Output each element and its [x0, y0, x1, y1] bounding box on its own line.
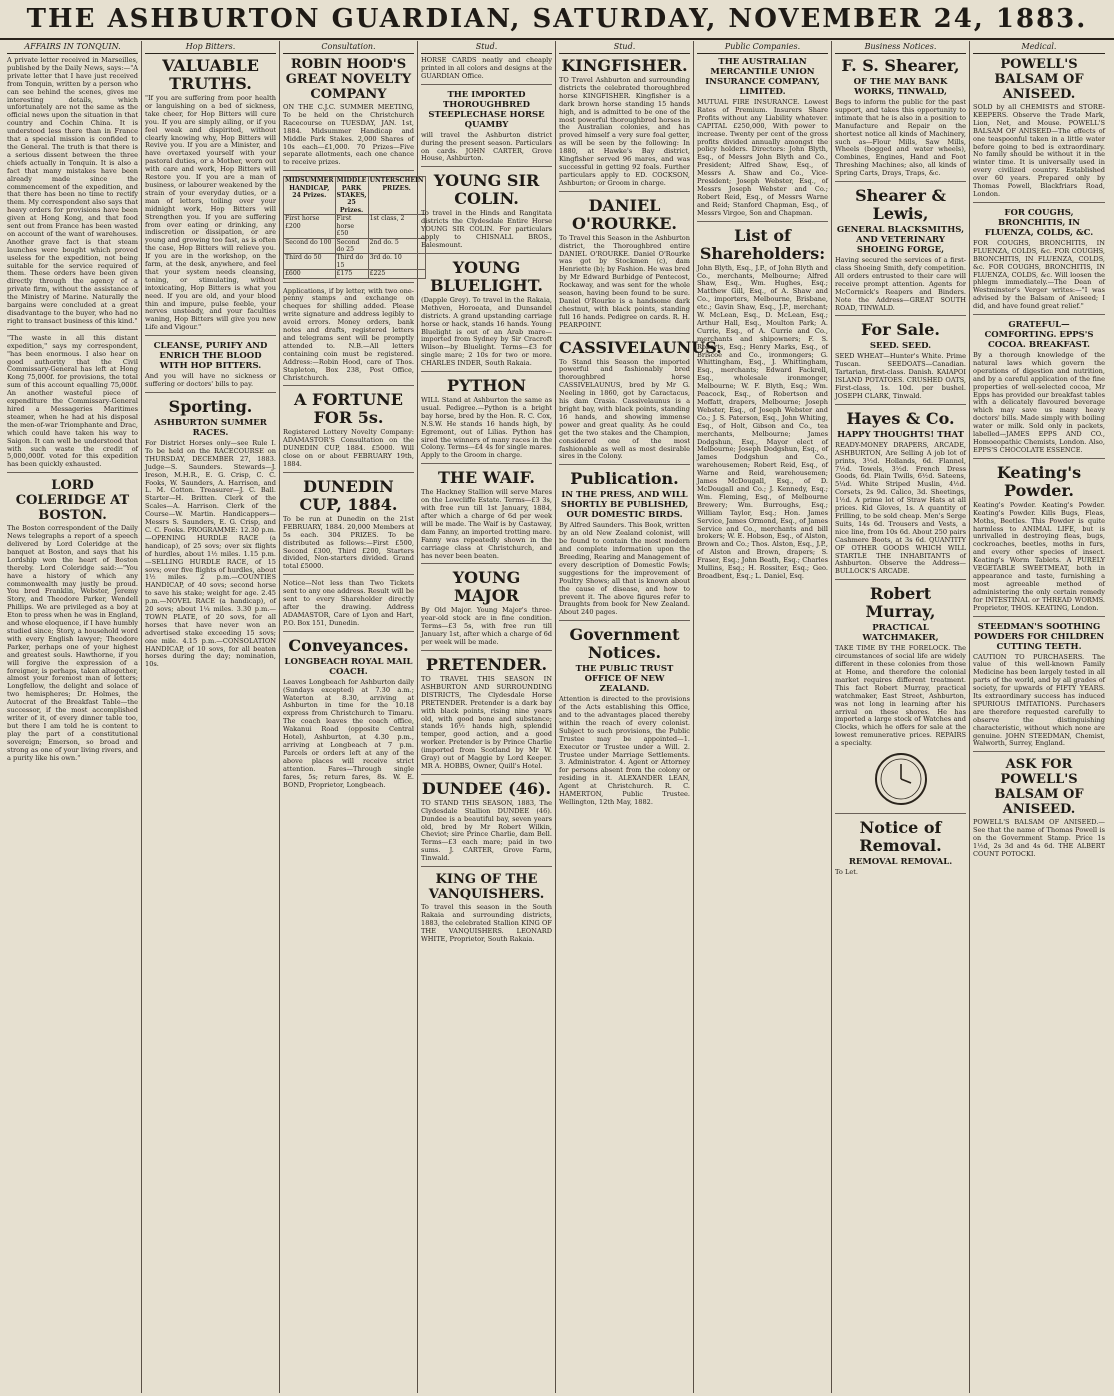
table-header: MIDSUMMER HANDICAP, 24 Prizes. — [284, 177, 336, 215]
item-body: Begs to inform the public for the past support, and takes this opportunity to intimate that he is also in a position to Manufacture and Repair on the shortest notice all kinds of Machinery, such as—Flour Mills, Saw Mills, Wheels (bogged and water wheels), Combines, Engines, Hand and Foot Threshing Machines; also, all kinds of Spring Carts, Drays, Traps, &c. — [835, 98, 966, 178]
advertisement — [835, 321, 966, 404]
item-heading: DUNEDIN CUP, 1884. — [299, 476, 398, 514]
advertisement — [973, 208, 1105, 315]
item-body: The Hackney Stallion will serve Mares on the Lowcliffe Estate. Terms—£3 3s, with free run till 1st January, 1884, after which a charge of 6d per week will be made. The Waif is by Castaway, dam Fanny, an imported trotting mare. Fanny was repeatedly shown in the carriage class at Christchurch, and has never been beaten. — [421, 488, 552, 560]
advertisement — [145, 398, 276, 672]
column-5 — [556, 41, 722, 1393]
table-cell: £225 — [368, 270, 425, 278]
column-8 — [970, 41, 1108, 1393]
item-heading: STEEDMAN'S SOOTHING POWDERS FOR CHILDREN CUTTING TEETH. — [973, 621, 1105, 652]
item-subheading: ASHBURTON SUMMER RACES. — [154, 418, 267, 438]
advertisement — [559, 57, 690, 192]
table-header: UNTERSCHEIN PRIZES. — [368, 177, 425, 215]
item-heading: FOR COUGHS, BRONCHITIS, IN FLUENZA, COLDS, &C. — [984, 207, 1094, 238]
item-body: TO STAND THIS SEASON, 1883, The Clydesdale Stallion DUNDEE (46). Dundee is a beautiful bay, seven years old, bred by Mr Robert Wilkin, Cheviot; sire Prince Charlie, dam Bell. Terms—£3 each mare; paid in two sums. J. CARTER, Grove Farm, Tinwald. — [421, 798, 552, 863]
item-body: READY-MONEY DRAPERS, ARCADE, ASHBURTON, Are Selling A job lot of prints, 3½d. Hollands, 6d. Flannel, 7½d. Towels, 3½d. French Dress Goods, 6d. Plain Twills, 6½d. Sateens, 5¼d. White Striped Muslin, 4½d. Corsets, 2s 9d. Calico, 3d. Sheetings, 1½d. A prime lot of Straw Hats at all prices. Kid Gloves, 1s. A quantity of Frilling, to be sold cheap. Men's Serge Suits, 14s 6d. Trousers and Vests, a nice line, from 10s 6d. About 250 pairs Cashmere Boots, at 3s 6d. QUANTITY OF OTHER GOODS WHICH WILL STARTLE THE INHABITANTS of Ashburton. Observe the Address—BULLOCK'S ARCADE. — [835, 440, 966, 576]
table-cell: Second do 25 — [335, 238, 368, 254]
advertisement — [421, 90, 552, 168]
advertisement — [835, 57, 966, 182]
item-heading: VALUABLE TRUTHS. — [162, 56, 259, 93]
item-body: TO Travel Ashburton and surrounding districts the celebrated thoroughbred horse KINGFISHER. Kingfisher is a dark brown horse standing 15 hands high, and is admitted to be one of the most powerful thoroughbred horses in the Australian colonies, and has proved himself a very sure foal getter, as will be seen by the following: In 1880, at Hawke's Bay district, Kingfisher served 96 mares, and was successful in getting 92 foals. Further particulars apply to ED. COCKSON, Ashburton; or Groom in charge. — [559, 76, 690, 187]
column-header: AFFAIRS IN TONQUIN. — [7, 41, 138, 54]
item-body: Leaves Longbeach for Ashburton daily (Sundays excepted) at 7.30 a.m.; Waterton at 8.30, arriving at Ashburton in time for the 10.18 express from Christchurch to Timaru. The coach leaves the coach office, Wakanui Road (opposite Central Hotel), Ashburton, at 4.30 p.m., arriving at Longbeach at 7 p.m. Parcels or orders left at any of the above places will receive strict attention. Fares—Through single fares, 5s; return fares, 8s. W. E. BOND, Proprietor, Longbeach. — [283, 677, 414, 789]
item-heading: For Sale. — [861, 320, 940, 340]
item-heading: CLEANSE, PURIFY AND ENRICH THE BLOOD WITH HOP BITTERS. — [153, 341, 268, 372]
advertisement — [421, 469, 552, 564]
table-cell: First horse £50 — [335, 215, 368, 238]
item-body: ON THE C.J.C. SUMMER MEETING, To be held on the Christchurch Racecourse on TUESDAY, JAN. 1st, 1884. Midsummer Handicap and Middle Park Stakes. 2,000 Shares of 10s each—£1,000. 70 Prizes—Five separate allotments, each one chance to receive prizes. — [283, 103, 414, 167]
item-body: To travel in the Hinds and Rangitata districts the Clydesdale Entire Horse YOUNG SIR COLIN. For particulars apply to CHISNALL BROS., Ealesmount. — [421, 209, 552, 249]
column-header: Public Companies. — [697, 41, 828, 54]
item-heading: YOUNG BLUELIGHT. — [430, 257, 543, 295]
table-row — [284, 215, 426, 238]
item-subheading: HAPPY THOUGHTS! THAT — [837, 429, 964, 440]
advertisement — [697, 227, 828, 584]
item-body: CAUTION TO PURCHASERS. The value of this well-known Family Medicine has been largely tested in all parts of the world, and by all grades of society, for upwards of FIFTY YEARS. Its extraordinary success has induced SPURIOUS IMITATIONS. Purchasers are therefore requested carefully to observe the distinguishing characteristic, without which none are genuine. JOHN STEEDMAN, Chemist, Walworth, Surrey, England. — [973, 652, 1105, 748]
item-body: John Blyth, Esq., J.P., of John Blyth and Co., merchants, Melbourne; Alfred Shaw, Esq., Wm. Hughes, Esq.; Matthew Gill, Esq., of A. Shaw and Co., importers, Melbourne, Brisbane, etc.; Gavin Shaw, Esq., J.P., merchant; W. McLean, Esq., D. McLean, Esq.; Arthur Hall, Esq., Moulton Park; A. Currie, Esq., of A. Currie and Co., merchants and shipowners; F. S. Roberts, Esq.; Henry Marks, Esq., of Briscoe and Co., ironmongers; G. Whittingham, Esq., J. Whittingham, Esq., merchants; Edward Fackrell, Esq., wholesale ironmonger, Melbourne; W. F. Blyth, Esq.; Wm. Peacock, Esq., of Robertson and Moffatt, drapers, Melbourne; Joseph Webster, Esq., of Joseph Webster and Co.; J. S. Paterson, Esq., John Whiting, Esq., of Holt, Gibson and Co., tea merchants, Melbourne; James Dodgshun, Esq., Mayor elect of Melbourne; Joseph Dodgshun, Esq., of James Dodgshun and Co., warehousemen; Robert Reid, Esq., of Warne and Reid, warehousemen; James McDougall, Esq., of D. McDougall and Co.; J. Kennedy, Esq.; Wm. Fleming, Esq., of Melbourne Brewery; Wm. Burroughs, Esq.; William Taylor, Esq.; Hon. James Service, James Ormond, Esq., of James Service and Co., merchants and bill brokers; W. E. Hobson, Esq., of Alston, Brown and Co.; Thos. Alston, Esq., J.P., of Alston and Brown, drapers; S. Fraser, Esq.; John Beath, Esq.; Charles Mullins, Esq.; H. Rossiter, Esq.; Geo. Broadbent, Esq.; L. Daniel, Esq. — [697, 263, 828, 580]
masthead-title: THE ASHBURTON GUARDIAN, SATURDAY, NOVEMBER 24, 1883. — [26, 4, 1088, 34]
item-body: Having secured the services of a first-class Shoeing Smith, defy competition. All orders entrusted to their care will receive prompt attention. Agents for McCormick's Reapers and Binders. Note the Address—GREAT SOUTH ROAD, TINWALD. — [835, 256, 966, 312]
item-body: Registered Lottery Novelty Company: ADAMASTOR'S Consultation on the DUNEDIN CUP, 1884. £5000. Will close on or about FEBRUARY 19th, 1884. — [283, 428, 414, 469]
table-cell: 3rd do. 10 — [368, 254, 425, 270]
item-subheading: THE PUBLIC TRUST OFFICE OF NEW ZEALAND. — [575, 664, 674, 695]
column-6 — [694, 41, 832, 1393]
item-heading: Hayes & Co. — [846, 408, 955, 428]
item-heading: Notice of Removal. — [859, 818, 942, 856]
item-subheading: IN THE PRESS, AND WILL SHORTLY BE PUBLISHED, OUR DOMESTIC BIRDS. — [560, 490, 689, 521]
table-cell: First horse £200 — [284, 215, 336, 238]
item-subheading: SEED. SEED. — [869, 341, 932, 352]
table-cell: 1st class, 2 — [368, 215, 425, 238]
advertisement — [7, 335, 138, 473]
item-body: will travel the Ashburton district during the present season. Particulars on cards. JOHN CARTER, Grove House, Ashburton. — [421, 130, 552, 163]
item-heading: THE IMPORTED THOROUGHBRED STEEPLECHASE HORSE QUAMBY — [428, 89, 545, 130]
item-body: FOR COUGHS, BRONCHITIS, IN FLUENZA, COLDS, &c. FOR COUGHS, BRONCHITIS, IN FLUENZA, COLDS, &c. FOR COUGHS, BRONCHITIS, IN FLUENZA, COLDS, &c. Will loosen the phlegm immediately.—The Dean of Westminster's Verger writes:—"I was advised by the Balsam of Aniseed; I did, and have found great relief." — [973, 238, 1105, 311]
item-heading: THE AUSTRALIAN MERCANTILE UNION INSURANCE COMPANY, LIMITED. — [705, 57, 820, 97]
column-4 — [418, 41, 556, 1393]
advertisement — [145, 57, 276, 336]
item-heading: Keating's Powder. — [996, 462, 1082, 500]
item-body: HORSE CARDS neatly and cheaply printed in all colors and designs at the GUARDIAN Office. — [421, 56, 552, 80]
item-heading: LORD COLERIDGE AT BOSTON. — [15, 478, 130, 524]
advertisement — [421, 57, 552, 85]
advertisement — [835, 585, 966, 814]
item-subheading: PRACTICAL WATCHMAKER, — [862, 623, 939, 644]
table-row — [284, 238, 426, 254]
item-body: "The waste in all this distant expedition," says my correspondent, "has been enormous. I also hear on good authority that the Civil Commissary-General has left at Hong Kong 75,000f. for provisions, the total sum of this account equalling 75,000f. An another wasteful piece of expenditure the Commissary-General hired a Messageries Maritimes steamer, when he had at his disposal the men-of-war Triomphante and Drac, which could have taken his way to Saigon. It can well be understood that with such waste the credit of 5,000,000f. voted for this expedition has been quickly exhausted. — [7, 333, 138, 469]
item-heading: PYTHON — [446, 376, 527, 396]
item-body: To be run at Dunedin on the 21st FEBRUARY, 1884. 20,000 Members at 5s each. 304 PRIZES. To be distributed as follows:—First £500, Second £300, Third £200, Starters divided, Non-starters divided. Grand total £5000. — [283, 514, 414, 571]
item-heading: ROBIN HOOD'S GREAT NOVELTY COMPANY — [285, 57, 412, 102]
item-body: By a thorough knowledge of the natural laws which govern the operations of digestion and nutrition, and by a careful application of the fine properties of well-selected cocoa, Mr Epps has provided our breakfast tables with a delicately flavoured beverage which may save us many heavy doctors' bills. Made simply with boiling water or milk. Sold only in packets, labelled—JAMES EPPS AND CO., Homoeopathic Chemists, London. Also, EPPS'S CHOCOLATE ESSENCE. — [973, 351, 1105, 454]
column-header: Consultation. — [283, 41, 414, 54]
advertisement — [283, 637, 414, 793]
advertisement — [697, 57, 828, 222]
advertisement — [973, 57, 1105, 203]
table-row — [284, 270, 426, 278]
advertisement — [7, 478, 138, 765]
table-cell: Third do 50 — [284, 254, 336, 270]
clock-icon — [873, 751, 929, 807]
item-body: Notice—Not less than Two Tickets sent to any one address. Result will be sent to every Shareholder directly after the drawing. Address ADAMASTOR, Care of Lyon and Hart, P.O. Box 151, Dunedin. — [283, 579, 414, 627]
advertisement — [559, 626, 690, 810]
item-heading: A FORTUNE FOR 5s. — [294, 390, 403, 428]
column-header: Stud. — [559, 41, 690, 54]
table-cell: 2nd do. 5 — [368, 238, 425, 254]
advertisement — [973, 464, 1105, 617]
advertisement — [559, 337, 722, 466]
columns — [4, 41, 1110, 1393]
item-body: Applications, if by letter, with two one-penny stamps and exchange on cheques for shilling added. Please write signature and address legibly to avoid errors. Money orders, bank notes and drafts, registered letters and telegrams sent will be promptly attended to. N.B.—All letters containing coin must be registered. Address:—Robin Hood, care of Thos. Stapleton, Box 238, Post Office, Christchurch. — [283, 286, 414, 382]
advertisement — [145, 341, 276, 393]
advertisement — [283, 391, 414, 473]
item-heading: List of Shareholders: — [699, 225, 826, 263]
item-heading: THE WAIF. — [438, 468, 535, 488]
item-body: SOLD by all CHEMISTS and STORE-KEEPERS. Observe the Trade Mark, Lion, Net, and Mouse. POWELL'S BALSAM OF ANISEED—The effects of one teaspoonful taken in a little water before going to bed is extraordinary. No family should be without it in the winter time. It is universally used in every civilized country. Established over 60 years. Prepared only by Thomas Powell, Blackfriars Road, London. — [973, 103, 1105, 198]
column-header: Hop Bitters. — [145, 41, 276, 54]
advertisement — [283, 57, 414, 171]
item-subheading: REMOVAL REMOVAL. — [848, 857, 953, 868]
item-heading: F. S. Shearer, — [841, 56, 960, 75]
item-heading: ASK FOR POWELL'S BALSAM OF ANISEED. — [994, 757, 1084, 818]
item-heading: Sporting. — [168, 397, 253, 416]
item-heading: YOUNG MAJOR — [452, 568, 521, 606]
table-header: MIDDLE PARK STAKES, 25 Prizes. — [336, 177, 367, 214]
table-cell: Third do 15 — [335, 254, 368, 270]
item-heading: DUNDEE (46). — [421, 778, 552, 798]
item-body: For District Horses only—see Rule I. To be held on the RACECOURSE on THURSDAY, DECEMBER 27, 1883. Judge—S. Saunders. Stewards—J. Ireson, M.H.R., E. G. Crisp, C. C. Fooks, W. Saunders, A. Harrison, and L. M. Cotton. Treasurer—J. C. Ball. Starter—H. Britten. Clerk of the Scales—A. Harrison. Clerk of the Course—W. Martin. Handicappers—Messrs S. Saunders, E. G. Crisp, and C. C. Fooks. PROGRAMME: 12.30 p.m.—OPENING HURDLE RACE (a handicap), of 25 sovs; over six flights of hurdles, about 1½ miles. 1.15 p.m.—SELLING HURDLE RACE, of 15 sovs; over five flights of hurdles, about 1½ miles. 2 p.m.—COUNTIES HANDICAP, of 40 sovs; second horse to save his stake; weight for age. 2.45 p.m.—NOVEL RACE (a handicap), of 20 sovs; about 1¼ miles. 3.30 p.m.—TOWN PLATE, of 20 sovs, for all horses that have never won an advertised stake exceeding 15 sovs; one mile. 4.15 p.m.—CONSOLATION HANDICAP, of 10 sovs, for all beaten horses during the day; nomination, 10s. — [145, 439, 276, 669]
item-heading: DANIEL O'ROURKE. — [572, 195, 677, 233]
column-7 — [832, 41, 970, 1393]
advertisement — [283, 478, 414, 575]
item-body: (Dapple Grey). To travel in the Rakaia, Methven, Horoeata, and Dunsandel districts. A grand upstanding carriage horse or hack, stands 16 hands. Young Bluelight is out of an Arab mare—imported from Sydney by Sir Cracroft Wilson—by Bluelight. Terms—£3 for single mare; 2 10s for two or more. CHARLES INDER, South Rakaia. — [421, 295, 552, 368]
advertisement — [421, 872, 552, 947]
item-body: To travel this season in the South Rakaia and surrounding districts, 1883, the celebrated Stallion KING OF THE VANQUISHERS. LEONARD WHITE, Proprietor, South Rakaia. — [421, 903, 552, 943]
item-body: The Boston correspondent of the Daily News telegraphs a report of a speech delivered by Lord Coleridge at the banquet at Boston, and says that his Lordship won the heart of Boston thereby. Lord Coleridge said:—"You have a history of which any commonwealth may justly be proud. You bred Franklin, Webster, Jeremy Story, and Theodore Parker, Wendell Phillips. We are privileged as a boy at Eton to press when he was in England, and whose eloquence, if I have humbly studied since; Story, a household word with every English lawyer; Theodore Parker, perhaps one of your highest and greatest souls. Hawthorne, if you will forgive the expression of a foreigner, is perhaps, taken altogether, almost your foremost man of letters; Longfellow, the delight and solace of two hemispheres; Dr. Holmes, the Autocrat of the Breakfast Table—the successor, if the most accomplished writer of it, of every dinner table too, but there I am told he is content to play the part of a constitutional sovereign; Emerson, so broad and strong as one of your living rivers, and a purity like his own." — [7, 524, 138, 762]
item-body: TAKE TIME BY THE FORELOCK. The circumstances of social life are widely different in these colonies from those at Home, and therefore the colonial market requires different treatment. This fact Robert Murray, practical watchmaker, East Street, Ashburton, was not long in learning after his arrival on these shores. He has imported a large stock of Watches and Clocks, which he offers for sale at the lowest remunerative prices. REPAIRS a specialty. — [835, 644, 966, 748]
masthead — [0, 0, 1114, 40]
item-body: POWELL'S BALSAM OF ANISEED.—See that the name of Thomas Powell is on the Government Stamp. Price 1s 1½d, 2s 3d and 4s 6d. THE ALBERT COUNT POTOCKI. — [973, 818, 1105, 858]
item-body: Keating's Powder. Keating's Powder. Keating's Powder. Kills Bugs, Fleas, Moths, Beetles. This Powder is quite harmless to ANIMAL LIFE, but is unrivalled in destroying fleas, bugs, cockroaches, beetles, moths in furs, and every other species of insect. Keating's Worm Tablets. A PURELY VEGETABLE SWEETMEAT, both in appearance and taste, furnishing a most agreeable method of administering the only certain remedy for INTESTINAL or THREAD WORMS. Proprietor, THOS. KEATING, London. — [973, 500, 1105, 612]
item-subheading: GENERAL BLACKSMITHS, AND VETERINARY SHOEING FORGE, — [836, 225, 965, 256]
advertisement — [835, 187, 966, 316]
table-cell: Second do 100 — [284, 238, 336, 254]
item-body: A private letter received in Marseilles, published by the Daily News, says:—"A private letter that I have just received from Tonquin, written by a person who can see behind the scenes, gives me interesting details, which unfortunately are not the same as the official news upon the situation in that country and Cochin China. It is understood less there than in France that a special mission is confided to the General. The truth is that there is a serious dissent between the three chiefs actually in Tonquin. It is also a fact that many mistakes have been already made since the commencement of the expedition, and that there has been no time to rectify them. My correspondent also says that heavy orders for provisions have been given at Hong Kong, and that food sent out from France has been wasted on account of the want of warehouses. Another grave fact is that steam launches were bought which proved useless for the expedition, not being suitable for the service required of them. These orders have been given directly through the agency of a private firm, without the assistance of the Ministry of Marine. Naturally the bargains were concluded at a great disadvantage to the buyer, who had no right to transact business of this kind." — [7, 56, 138, 325]
advertisement — [973, 757, 1105, 862]
column-2 — [142, 41, 280, 1393]
item-heading: CASSIVELAUNUS. — [559, 337, 722, 357]
advertisement — [559, 197, 690, 334]
advertisement — [835, 410, 966, 580]
item-body: To Travel this Season in the Ashburton district, the Thoroughbred entire DANIEL O'ROURKE. Daniel O'Rourke was got by Stockmen (c), dam Henriette (b); by Fashion. He was bred by Mr Edward Burbidge of Pentecost, Rockaway, and was sent for the whole season, having been found to be sure. Daniel O'Rourke is a handsome dark chestnut, with black points, standing full 16 hands. Pedigree on cards. R. H. PEARPOINT. — [559, 233, 690, 329]
column-1 — [4, 41, 142, 1393]
item-body: WILL Stand at Ashburton the same as usual. Pedigree.—Python is a bright bay horse, bred by the Hon. R. C. Cox, N.S.W. He stands 16 hands high, by Egremont, out of Lilias. Python has sired the winners of many races in the Colony. Terms—£4 4s for single mares. Apply to the Groom in charge. — [421, 396, 552, 460]
item-heading: GRATEFUL—COMFORTING. EPPS'S COCOA. BREAKFAST. — [984, 320, 1094, 351]
item-body: Attention is directed to the provisions of the Acts establishing this Office, and to the advantages placed thereby within the reach of every colonist. Subject to such provisions, the Public Trustee may be appointed—1. Executor or Trustee under a Will. 2. Trustee under Marriage Settlements. 3. Administrator. 4. Agent or Attorney for persons absent from the colony or residing in it. ALEXANDER LEAN, Agent at Christchurch. R. C. HAMERTON, Public Trustee. Wellington, 12th May, 1882. — [559, 695, 690, 806]
advertisement — [421, 569, 552, 651]
item-heading: KING OF THE VANQUISHERS. — [428, 872, 545, 903]
advertisement — [559, 470, 690, 621]
advertisement — [283, 288, 414, 387]
advertisement — [421, 172, 552, 254]
item-body: To Let. — [835, 868, 858, 877]
item-body: "If you are suffering from poor health or languishing on a bed of sickness, take cheer, for Hop Bitters will cure you. If you are simply ailing, or if you feel weak and dispirited, without clearly knowing why, Hop Bitters will Revive you. If you are a Minister, and have overtaxed yourself with your pastoral duties, or a Mother, worn out with care and work, Hop Bitters will Restore you. If you are a man of business, or labourer weakened by the strain of your everyday duties, or a man of letters, toiling over your midnight work, Hop Bitters will Strengthen you. If you are suffering from over eating or drinking, any indiscretion or dissipation, or are young and growing too fast, as is often the case, Hop Bitters will relieve you. If you are in the workshop, on the farm, at the desk, anywhere, and feel that your system needs cleansing, toning, or stimulating, without intoxicating, Hop Bitters is what you need. If you are old, and your blood thin and impure, pulse feeble, your nerves unsteady, and your faculties waning, Hop Bitters will give you new Life and Vigour." — [145, 94, 276, 332]
advertisement — [421, 259, 552, 372]
item-heading: PRETENDER. — [425, 654, 548, 674]
advertisement — [973, 320, 1105, 459]
advertisement — [421, 780, 552, 867]
item-body: And you will have no sickness or suffering or doctors' bills to pay. — [145, 372, 276, 389]
advertisement — [835, 819, 966, 880]
column-3 — [280, 41, 424, 1393]
advertisement — [283, 580, 414, 631]
table-cell: £600 — [284, 270, 336, 278]
item-body: SEED WHEAT—Hunter's White. Prime Tuscan. SEEDOATS—Canadian. Tartarian, first-class. Danish. KAIAPOI ISLAND POTATOES. CRUSHED OATS, First-class, 1s. 10d. per bushel. JOSEPH CLARK, Tinwald. — [835, 352, 966, 400]
item-heading: Publication. — [570, 469, 679, 489]
item-heading: YOUNG SIR COLIN. — [433, 171, 540, 209]
advertisement — [7, 57, 138, 330]
table-row — [284, 254, 426, 270]
item-subheading: OF THE MAY BANK WORKS, TINWALD, — [853, 77, 948, 97]
advertisement — [973, 622, 1105, 753]
advertisement — [421, 656, 552, 775]
item-subheading: LONGBEACH ROYAL MAIL COACH. — [284, 656, 413, 677]
advertisement — [421, 377, 552, 464]
item-body: TO TRAVEL THIS SEASON IN ASHBURTON AND SURROUNDING DISTRICTS, The Clydesdale Horse PRETENDER. Pretender is a dark bay with black points, rising nine years old, with good bone and substance; stands 16½ hands high, splendid temper, good action, and a good worker. Pretender is by Prince Charlie (imported from Scotland by Mr W. Gray) out of Maggie by Lord Keeper. MR A. HOBBS, Owner, Quill's Hotel. — [421, 674, 552, 770]
item-heading: Conveyances. — [288, 635, 409, 655]
column-header: Medical. — [973, 41, 1105, 54]
advertisement — [283, 176, 424, 282]
column-header: Stud. — [421, 41, 552, 54]
item-heading: KINGFISHER. — [561, 56, 688, 75]
item-heading: Robert Murray, — [865, 584, 936, 622]
column-header: Business Notices. — [835, 41, 966, 54]
prize-table — [283, 176, 426, 278]
item-heading: Shearer & Lewis, — [855, 186, 946, 224]
table-cell: £175 — [335, 270, 368, 278]
item-body: By Old Major. Young Major's three-year-old stock are in fine condition. Terms—£3 5s, with free run till January 1st, after which a charge of 6d per week will be made. — [421, 606, 552, 647]
table-header-row — [284, 177, 426, 215]
item-body: By Alfred Saunders. This Book, written by an old New Zealand colonist, will be found to contain the most modern and complete information upon the Breeding, Rearing and Management of every description of Domestic Fowls; suggestions for the improvement of Poultry Shows; all that is known about the cause of disease, and how to prevent it. The above figures refer to Draughts from book for New Zealand. About 240 pages. — [559, 521, 690, 617]
item-body: To Stand this Season the imported powerful and fashionably bred thoroughbred horse CASSIVELAUNUS, bred by Mr G. Neeling in 1860, got by Caractacus, his dam Crasia. Cassivelaunus is a bright bay, with black points, standing 16 hands, and showing immense power and great quality. As he could get the two stakes and the Champion, considered one of the most fashionable as well as most desirable sires in the Colony. — [559, 357, 690, 461]
item-heading: Government Notices. — [569, 625, 680, 663]
item-heading: POWELL'S BALSAM OF ANISEED. — [994, 57, 1084, 102]
item-body: MUTUAL FIRE INSURANCE. Lowest Rates of Premium. Insurers Share Profits without any Liability whatever. CAPITAL £250,000, With power to increase. Twenty per cent of the gross profits divided annually amongst the policy holders. Directors: John Blyth, Esq., of Messrs John Blyth and Co., President; Alfred Shaw, Esq., of Messrs A. Shaw and Co., Vice-President; Joseph Webster, Esq., of Messrs Joseph Webster and Co.; Robert Reid, Esq., of Messrs Warne and Reid; Stanford Chapman, Esq., of Messrs Virgoe, Son and Chapman. — [697, 98, 828, 217]
